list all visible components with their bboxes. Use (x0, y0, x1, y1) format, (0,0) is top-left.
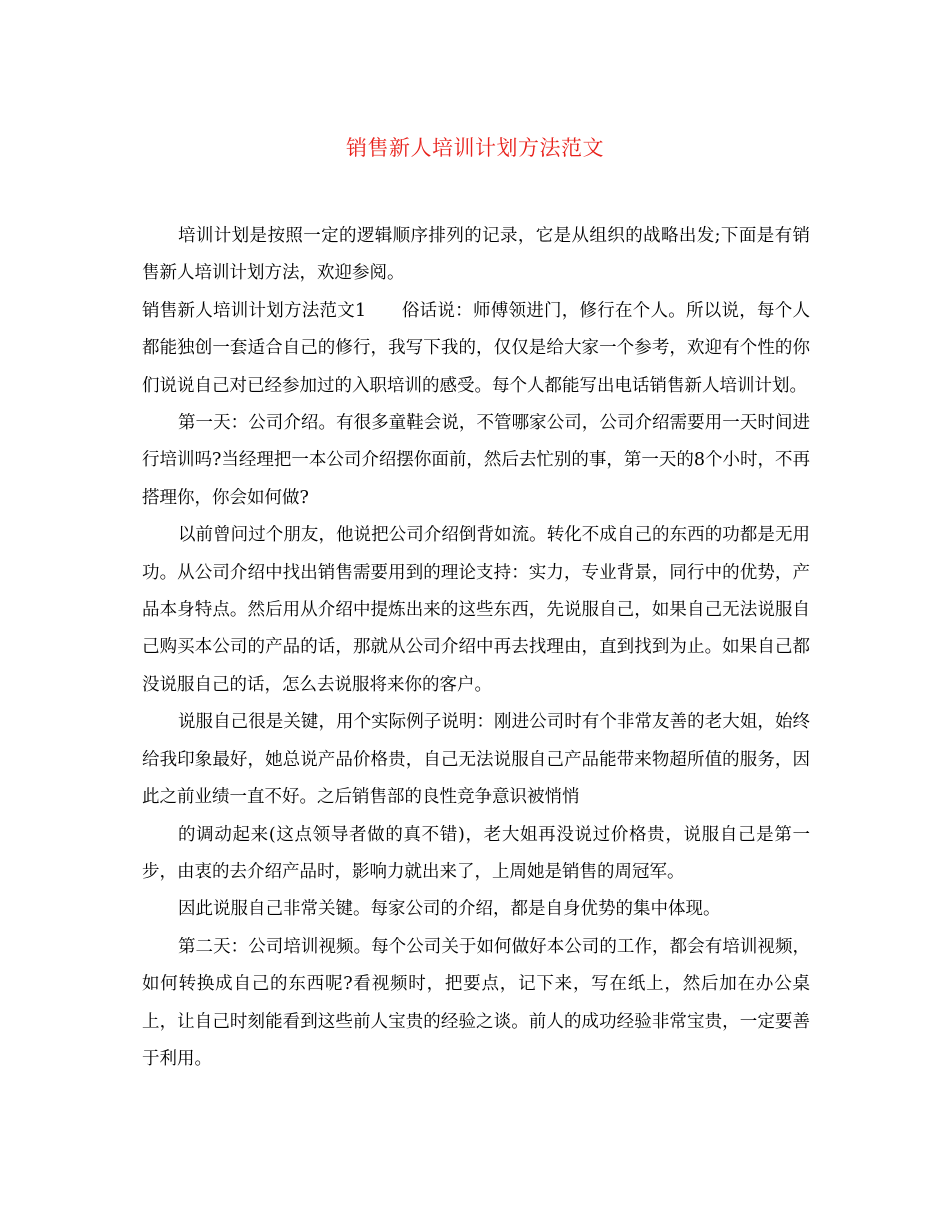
continuation-paragraph: 的调动起来(这点领导者做的真不错)，老大姐再没说过价格贵，说服自己是第一步，由衷的去介绍产品时，影响力就出来了，上周她是销售的周冠军。 (142, 824, 810, 882)
key-point-paragraph: 因此说服自己非常关键。每家公司的介绍，都是自身优势的集中体现。 (178, 899, 721, 920)
intro-paragraph: 培训计划是按照一定的逻辑顺序排列的记录，它是从组织的战略出发;下面是有销售新人培训计划方法，欢迎参阅。 (142, 226, 810, 284)
company-intro-paragraph: 以前曾问过个朋友，他说把公司介绍倒背如流。转化不成自己的东西的功都是无用功。从公司介绍中找出销售需要用到的理论支持：实力，专业背景，同行中的优势，产品本身特点。然后用从介绍中提炼出来的这些东西，先说服自己，如果自己无法说服自己购买本公司的产品的话，那就从公司介绍中再去找理由，直到找到为止。如果自己都没说服自己的话，怎么去说服将来你的客户。 (142, 525, 810, 695)
day-one-paragraph: 第一天：公司介绍。有很多童鞋会说，不管哪家公司，公司介绍需要用一天时间进行培训吗?当经理把一本公司介绍摆你面前，然后去忙别的事，第一天的8个小时，不再搭理你，你会如何做? (142, 413, 811, 508)
sample-heading-paragraph: 销售新人培训计划方法范文1 俗话说：师傅领进门，修行在个人。所以说，每个人都能独创一套适合自己的修行，我写下我的，仅仅是给大家一个参考，欢迎有个性的你们说说自己对已经参加过的入职培训的感受。每个人都能写出电话销售新人培训计划。 (142, 300, 810, 396)
day-two-paragraph: 第二天：公司培训视频。每个公司关于如何做好本公司的工作，都会有培训视频，如何转换成自己的东西呢?看视频时，把要点，记下来，写在纸上，然后加在办公桌上，让自己时刻能看到这些前人宝贵的经验之谈。前人的成功经验非常宝贵，一定要善于利用。 (142, 936, 810, 1069)
document-title: 销售新人培训计划方法范文 (346, 136, 604, 160)
convince-self-paragraph: 说服自己很是关键，用个实际例子说明：刚进公司时有个非常友善的老大姐，始终给我印象最好，她总说产品价格贵，自己无法说服自己产品能带来物超所值的服务，因此之前业绩一直不好。之后销售部的良性竞争意识被悄悄 (142, 712, 810, 808)
document-body (142, 218, 810, 1078)
